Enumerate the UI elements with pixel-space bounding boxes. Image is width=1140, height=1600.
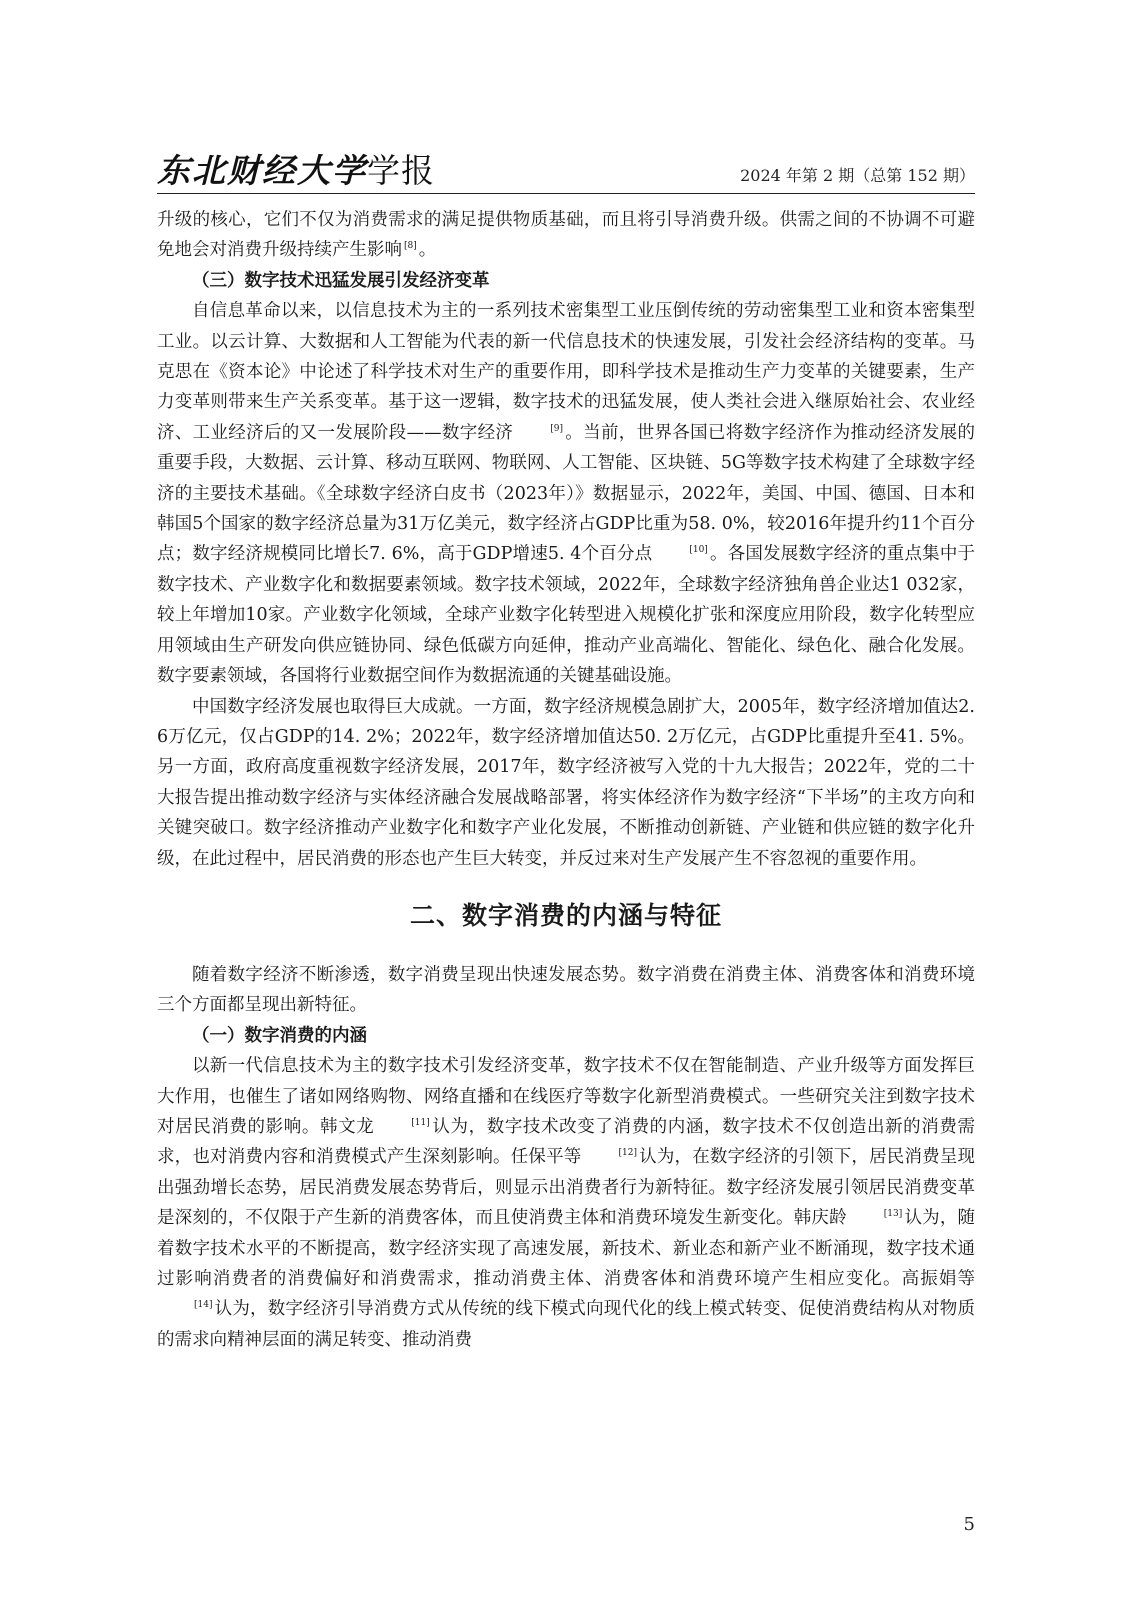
text-run: 认为，随着数字技术水平的不断提高，数字经济实现了高速发展，新技术、新业态和新产业不断涌现，数字技术通过影响消费者的消费偏好和消费需求，推动消费主体、消费客体和消费环境产生相应变化。高振娟等 [157,1208,976,1289]
text-run: 以新一代信息技术为主的数字技术引发经济变革，数字技术不仅在智能制造、产业升级等方面发挥巨大作用，也催生了诸如网络购物、网络直播和在线医疗等数字化新型消费模式。一些研究关注到数字技术对居民消费的影响。韩文龙 [157,1056,975,1137]
subsection-heading [157,1021,975,1051]
paragraph [157,692,975,874]
journal-logo-calligraphy: 东北财经大学 [157,151,367,190]
text-run: 。 [418,240,437,261]
text-run: 自信息革命以来，以信息技术为主的一系列技术密集型工业压倒传统的劳动密集型工业和资本密集型工业。以云计算、大数据和人工智能为代表的新一代信息技术的快速发展，引发社会经济结构的变革。马克思在《资本论》中论述了科学技术对生产的重要作用，即科学技术是推动生产力变革的关键要素，生产力变革则带来生产关系变革。基于这一逻辑，数字技术的迅猛发展，使人类社会进入继原始社会、农业经济、工业经济后的又一发展阶段——数字经济 [157,301,975,443]
page-number: 5 [963,1514,975,1535]
paragraph: 以新一代信息技术为主的数字技术引发经济变革，数字技术不仅在智能制造、产业升级等方面发挥巨大作用，也催生了诸如网络购物、网络直播和在线医疗等数字化新型消费模式。一些研究关注到数字技术对居民消费的影响。韩文龙 [11] 认为，数字技术改变了消费的内涵，数字技术不仅创造出新的消费需求，也对消费内容和消费模式产生深刻影响。任保平等 [12] 认为，在数字经济的引领下，居民消费呈现出强劲增长态势，居民消费发展态势背后，则显示出消费者行为新特征。数字经济发展引领居民消费变革是深刻的，不仅限于产生新的消费客体，而且使消费主体和消费环境发生新变化。韩庆龄 [13] 认为，随着数字技术水平的不断提高，数字经济实现了高速发展，新技术、新业态和新产业不断涌现，数字技术通过影响消费者的消费偏好和消费需求，推动消费主体、消费客体和消费环境产生相应变化。高振娟等[14] 认为，数字经济引导消费方式从传统的线下模式向现代化的线上模式转变、促使消费结构从对物质的需求向精神层面的满足转变、推动消费 [157,1056,976,1350]
journal-logo [157,151,435,191]
paragraph: 升级的核心，它们不仅为消费需求的满足提供物质基础，而且将引导消费升级。供需之间的不协调不可避免地会对消费升级持续产生影响 [8] 。 [157,210,975,261]
article-body [157,205,975,1355]
issue-info: 2024 年第 2 期（总第 152 期） [740,166,975,185]
text-run: 。各国发展数字经济的重点集中于数字技术、产业数字化和数据要素领域。数字技术领域，2022年，全球数字经济独角兽企业达1 032家，较上年增加10家。产业数字化领域，全球产业数字化转型进入规模化扩张和深度应用阶段，数字化转型应用领域由生产研发向供应链协同、绿色低碳方向延伸，推动产业高端化、智能化、绿色化、融合化发展。数字要素领域，各国将行业数据空间作为数据流通的关键基础设施。 [157,544,976,687]
text-run: 认为，在数字经济的引领下，居民消费呈现出强劲增长态势，居民消费发展态势背后，则显示出消费者行为新特征。数字经济发展引领居民消费变革是深刻的，不仅限于产生新的消费客体，而且使消费主体和消费环境发生新变化。韩庆龄 [157,1147,976,1229]
text-run: （三）数字技术迅猛发展引发经济变革 [192,270,490,291]
text-run: 二、数字消费的内涵与特征 [409,900,722,930]
text-run: 认为，数字技术改变了消费的内涵，数字技术不仅创造出新的消费需求，也对消费内容和消费模式产生深刻影响。任保平等 [157,1116,976,1168]
text-run: 升级的核心，它们不仅为消费需求的满足提供物质基础，而且将引导消费升级。供需之间的不协调不可避免地会对消费升级持续产生影响 [157,210,975,261]
text-run: 。当前，世界各国已将数字经济作为推动经济发展的重要手段，大数据、云计算、移动互联网、物联网、人工智能、区块链、5G等数字技术构建了全球数字经济的主要技术基础。《全球数字经济白皮书（2023年）》数据显示，2022年，美国、中国、德国、日本和韩国5个国家的数字经济总量为31万亿美元，数字经济占GDP比重为58. 0%，较2016年提升约11个百分点；数字经济规模同比增长7. 6%，高于GDP增速5. 4个百分点 [157,422,976,565]
journal-logo-suffix: 学报 [367,151,435,190]
text-run: 认为，数字经济引导消费方式从传统的线下模式向现代化的线上模式转变、促使消费结构从对物质的需求向精神层面的满足转变、推动消费 [157,1299,975,1350]
text-run: （一）数字消费的内涵 [192,1025,367,1046]
text-run: 随着数字经济不断渗透，数字消费呈现出快速发展态势。数字消费在消费主体、消费客体和消费环境三个方面都呈现出新特征。 [157,964,975,1016]
page-header [157,151,975,193]
section-heading [157,874,975,960]
header-rule [157,193,975,194]
paragraph: 自信息革命以来，以信息技术为主的一系列技术密集型工业压倒传统的劳动密集型工业和资本密集型工业。以云计算、大数据和人工智能为代表的新一代信息技术的快速发展，引发社会经济结构的变革。马克思在《资本论》中论述了科学技术对生产的重要作用，即科学技术是推动生产力变革的关键要素，生产力变革则带来生产关系变革。基于这一逻辑，数字技术的迅猛发展，使人类社会进入继原始社会、农业经济、工业经济后的又一发展阶段——数字经济 [9] 。当前，世界各国已将数字经济作为推动经济发展的重要手段，大数据、云计算、移动互联网、物联网、人工智能、区块链、5G等数字技术构建了全球数字经济的主要技术基础。《全球数字经济白皮书（2023年）》数据显示，2022年，美国、中国、德国、日本和韩国5个国家的数字经济总量为31万亿美元，数字经济占GDP比重为58. 0%，较2016年提升约11个百分点；数字经济规模同比增长7. 6%，高于GDP增速5. 4个百分点 [10] 。各国发展数字经济的重点集中于数字技术、产业数字化和数据要素领域。数字技术领域，2022年，全球数字经济独角兽企业达1 032家，较上年增加10家。产业数字化领域，全球产业数字化转型进入规模化扩张和深度应用阶段，数字化转型应用领域由生产研发向供应链协同、绿色低碳方向延伸，推动产业高端化、智能化、绿色化、融合化发展。数字要素领域，各国将行业数据空间作为数据流通的关键基础设施。 [157,301,976,687]
subsection-heading [157,266,975,296]
text-run: 中国数字经济发展也取得巨大成就。一方面，数字经济规模急剧扩大，2005年，数字经济增加值达2. 6万亿元，仅占GDP的14. 2%；2022年，数字经济增加值达50. 2万亿元，占GDP比重提升至41. 5%。另一方面，政府高度重视数字经济发展，2017年，数字经济被写入党的十九大报告；2022年，党的二十大报告提出推动数字经济与实体经济融合发展战略部署，将实体经济作为数字经济“下半场”的主攻方向和关键突破口。数字经济推动产业数字化和数字产业化发展，不断推动创新链、产业链和供应链的数字化升级，在此过程中，居民消费的形态也产生巨大转变，并反过来对生产发展产生不容忽视的重要作用。 [157,696,975,869]
paragraph [157,960,975,1021]
